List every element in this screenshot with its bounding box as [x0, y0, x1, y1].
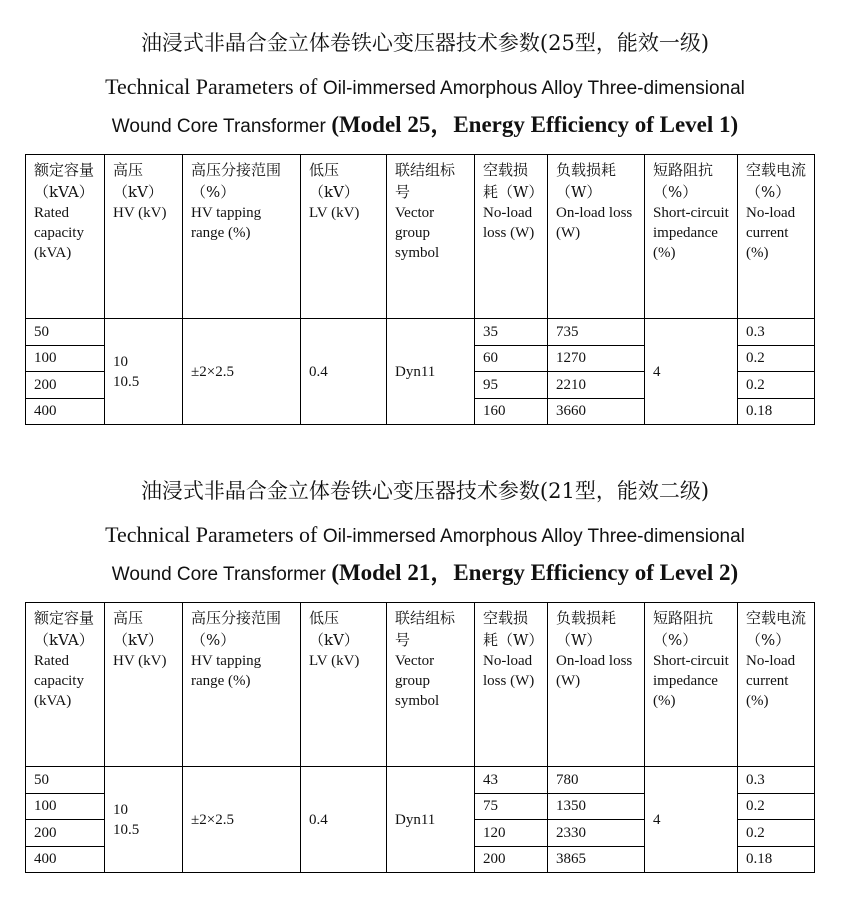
- header-en: Short-circuit impedance (%): [653, 205, 729, 261]
- header-zh: 高压分接范围（%）: [191, 161, 282, 201]
- header-en: Vector group symbol: [395, 205, 440, 261]
- header-zh: 负载损耗（W）: [556, 609, 617, 649]
- table-row: [26, 319, 815, 346]
- impedance-cell: 4: [645, 319, 738, 425]
- header-cell: [738, 155, 815, 319]
- header-zh: 空载电流（%）: [746, 161, 807, 201]
- capacity-cell: 50: [26, 319, 105, 346]
- title-en-part3: Wound Core Transformer: [111, 564, 326, 585]
- header-zh: 低压（kV）: [309, 161, 359, 201]
- header-cell: [475, 155, 548, 319]
- noload-cell: 95: [475, 372, 548, 399]
- header-cell: [387, 603, 475, 767]
- header-zh: 空载损耗（W）: [483, 161, 544, 201]
- current-cell: 0.2: [738, 793, 815, 820]
- capacity-cell: 50: [26, 767, 105, 794]
- header-en: Rated capacity (kVA): [34, 653, 84, 709]
- onload-cell: 2330: [548, 820, 645, 847]
- capacity-cell: 400: [26, 846, 105, 873]
- onload-cell: 735: [548, 319, 645, 346]
- header-zh: 负载损耗（W）: [556, 161, 617, 201]
- header-row: [26, 603, 815, 767]
- onload-cell: 3865: [548, 846, 645, 873]
- current-cell: 0.18: [738, 846, 815, 873]
- section-title-en-line2: [0, 558, 850, 590]
- header-en: LV (kV): [309, 205, 360, 221]
- current-cell: 0.2: [738, 345, 815, 372]
- header-cell: [738, 603, 815, 767]
- hv-cell: [105, 767, 183, 873]
- title-en-part4: (Model 25，Energy Efficiency of Level 1): [331, 112, 739, 137]
- header-zh: 联结组标号: [395, 161, 456, 201]
- section-title-en-line1: [0, 520, 850, 552]
- header-cell: [301, 603, 387, 767]
- title-en-part2: Oil-immersed Amorphous Alloy Three-dimensional: [322, 78, 745, 99]
- noload-cell: 60: [475, 345, 548, 372]
- tapping-cell: ±2×2.5: [183, 319, 301, 425]
- onload-cell: 1350: [548, 793, 645, 820]
- title-en-part2: Oil-immersed Amorphous Alloy Three-dimensional: [322, 526, 745, 547]
- header-zh: 额定容量（kVA）: [34, 609, 95, 649]
- capacity-cell: 200: [26, 820, 105, 847]
- lv-cell: 0.4: [301, 767, 387, 873]
- header-zh: 高压分接范围（%）: [191, 609, 282, 649]
- section-title-cn: 油浸式非晶合金立体卷铁心变压器技术参数(21型，能效二级): [140, 479, 710, 503]
- header-cell: [26, 155, 105, 319]
- hv-value-1: 10: [113, 353, 128, 370]
- onload-cell: 2210: [548, 372, 645, 399]
- header-zh: 短路阻抗（%）: [653, 609, 714, 649]
- header-zh: 额定容量（kVA）: [34, 161, 95, 201]
- noload-cell: 120: [475, 820, 548, 847]
- current-cell: 0.3: [738, 319, 815, 346]
- spec-table: [25, 602, 815, 873]
- header-en: No-load loss (W): [483, 205, 535, 241]
- header-zh: 联结组标号: [395, 609, 456, 649]
- spec-table: [25, 154, 815, 425]
- header-zh: 高压（kV）: [113, 609, 163, 649]
- section-title-cn: 油浸式非晶合金立体卷铁心变压器技术参数(25型，能效一级): [140, 31, 710, 55]
- current-cell: 0.2: [738, 372, 815, 399]
- lv-cell: 0.4: [301, 319, 387, 425]
- header-cell: [548, 603, 645, 767]
- noload-cell: 160: [475, 398, 548, 425]
- header-en: Short-circuit impedance (%): [653, 653, 729, 709]
- tapping-cell: ±2×2.5: [183, 767, 301, 873]
- header-cell: [387, 155, 475, 319]
- header-zh: 低压（kV）: [309, 609, 359, 649]
- section-title-en-line2: [0, 110, 850, 142]
- header-cell: [645, 603, 738, 767]
- header-cell: [105, 155, 183, 319]
- header-en: HV tapping range (%): [191, 205, 262, 241]
- noload-cell: 43: [475, 767, 548, 794]
- current-cell: 0.2: [738, 820, 815, 847]
- header-en: On-load loss (W): [556, 653, 633, 689]
- header-en: No-load loss (W): [483, 653, 535, 689]
- title-en-part1: Technical Parameters of: [105, 522, 318, 547]
- hv-cell: [105, 319, 183, 425]
- impedance-cell: 4: [645, 767, 738, 873]
- capacity-cell: 100: [26, 793, 105, 820]
- table-row: [26, 767, 815, 794]
- title-en-part3: Wound Core Transformer: [111, 116, 326, 137]
- header-cell: [645, 155, 738, 319]
- onload-cell: 1270: [548, 345, 645, 372]
- onload-cell: 780: [548, 767, 645, 794]
- header-en: On-load loss (W): [556, 205, 633, 241]
- header-zh: 高压（kV）: [113, 161, 163, 201]
- current-cell: 0.3: [738, 767, 815, 794]
- capacity-cell: 100: [26, 345, 105, 372]
- header-en: HV tapping range (%): [191, 653, 262, 689]
- header-zh: 短路阻抗（%）: [653, 161, 714, 201]
- header-zh: 空载损耗（W）: [483, 609, 544, 649]
- header-en: LV (kV): [309, 653, 360, 669]
- noload-cell: 35: [475, 319, 548, 346]
- noload-cell: 200: [475, 846, 548, 873]
- header-en: No-load current (%): [746, 205, 796, 261]
- hv-value-2: 10.5: [113, 821, 140, 838]
- section-title-en-line1: [0, 72, 850, 104]
- header-row: [26, 155, 815, 319]
- title-en-part1: Technical Parameters of: [105, 74, 318, 99]
- header-cell: [475, 603, 548, 767]
- noload-cell: 75: [475, 793, 548, 820]
- header-cell: [26, 603, 105, 767]
- header-en: No-load current (%): [746, 653, 796, 709]
- capacity-cell: 400: [26, 398, 105, 425]
- header-cell: [105, 603, 183, 767]
- vector-cell: Dyn11: [387, 767, 475, 873]
- header-en: Rated capacity (kVA): [34, 205, 84, 261]
- header-cell: [183, 603, 301, 767]
- header-en: Vector group symbol: [395, 653, 440, 709]
- title-en-part4: (Model 21，Energy Efficiency of Level 2): [331, 560, 739, 585]
- header-zh: 空载电流（%）: [746, 609, 807, 649]
- vector-cell: Dyn11: [387, 319, 475, 425]
- hv-value-1: 10: [113, 801, 128, 818]
- onload-cell: 3660: [548, 398, 645, 425]
- header-cell: [183, 155, 301, 319]
- header-en: HV (kV): [113, 653, 167, 669]
- current-cell: 0.18: [738, 398, 815, 425]
- header-cell: [548, 155, 645, 319]
- hv-value-2: 10.5: [113, 373, 140, 390]
- capacity-cell: 200: [26, 372, 105, 399]
- header-en: HV (kV): [113, 205, 167, 221]
- header-cell: [301, 155, 387, 319]
